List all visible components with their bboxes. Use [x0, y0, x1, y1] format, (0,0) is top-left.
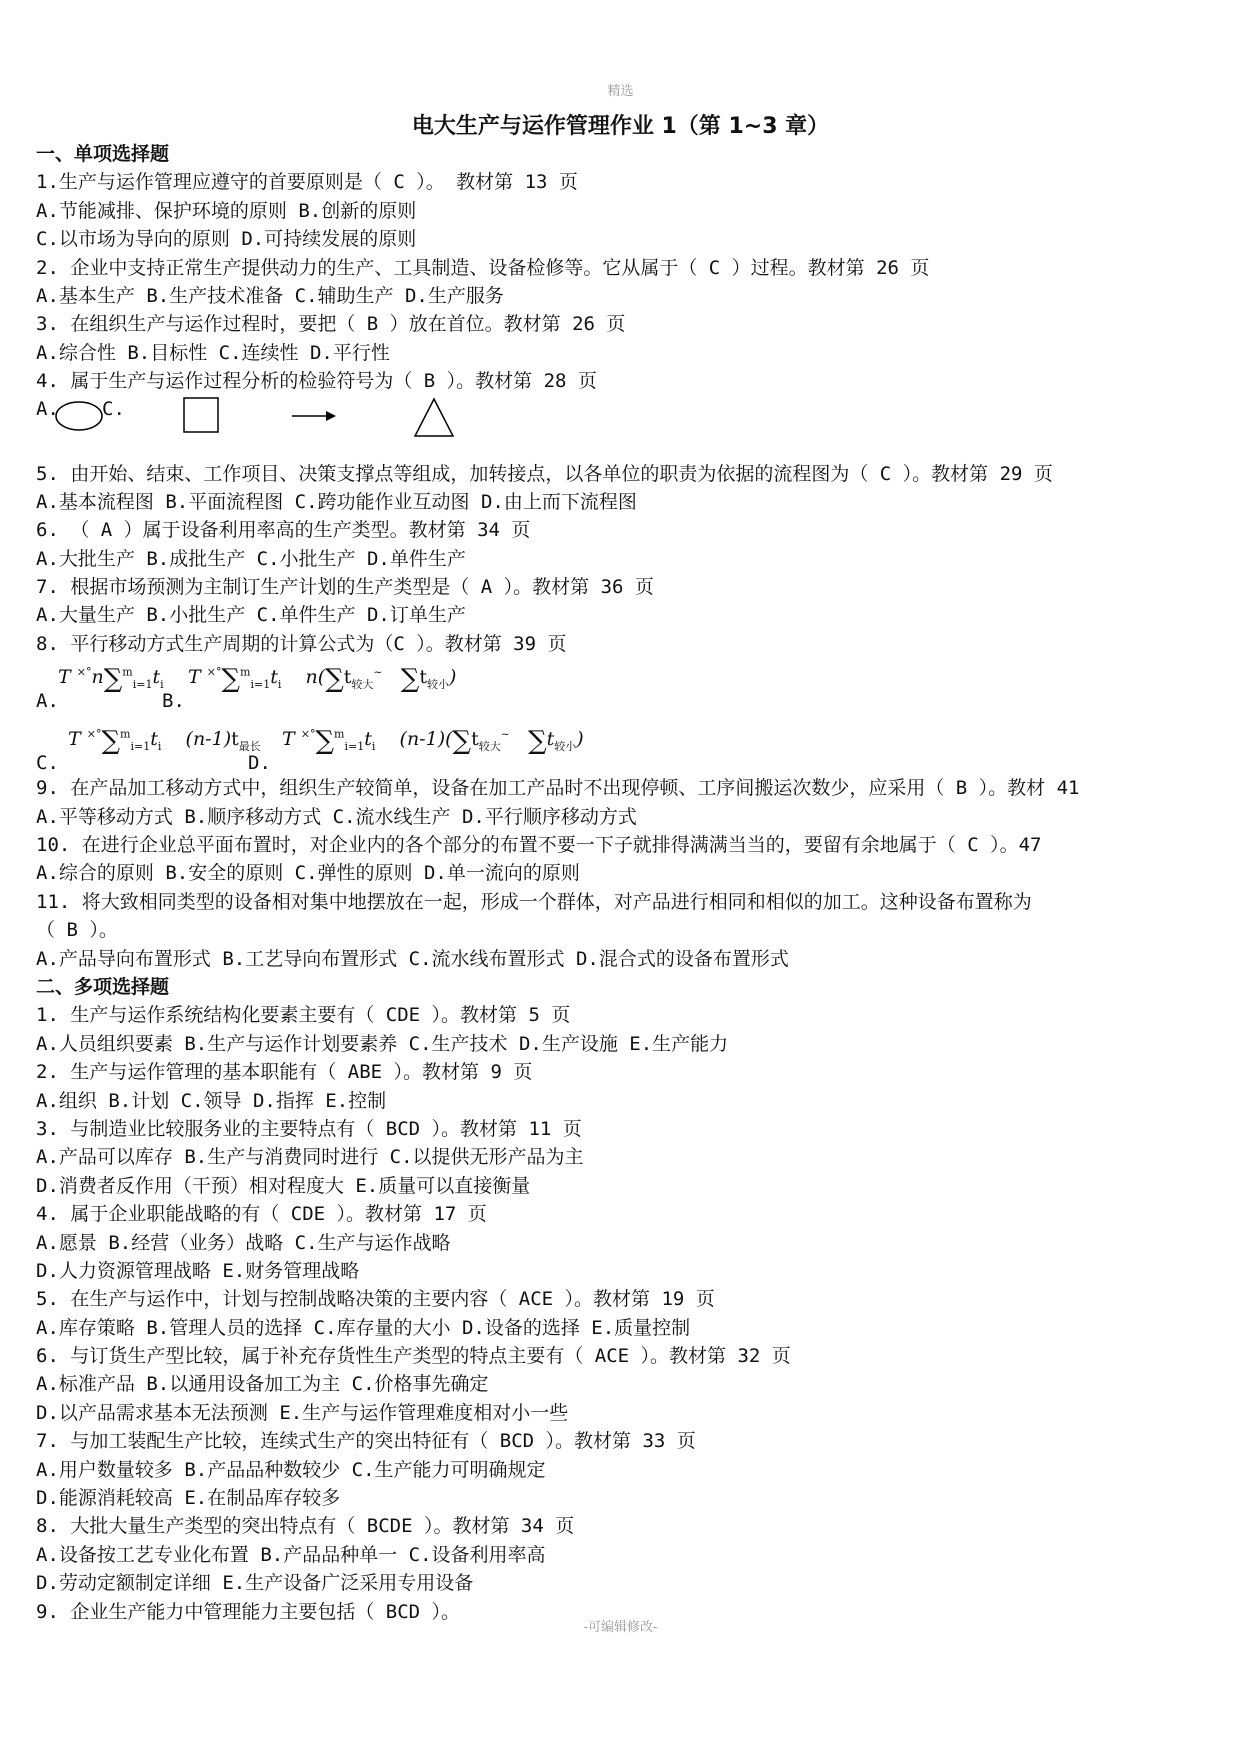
text-line: A.用户数量较多 B.产品品种数较少 C.生产能力可明确规定: [36, 1458, 546, 1481]
page-footer: -可编辑修改-: [583, 1619, 658, 1634]
text-line: 8. 平行移动方式生产周期的计算公式为（C ）。教材第 39 页: [36, 632, 567, 655]
text-line: 2. 企业中支持正常生产提供动力的生产、工具制造、设备检修等。它从属于（ C ）过程。教材第 26 页: [36, 256, 930, 279]
text-line: 9. 企业生产能力中管理能力主要包括（ BCD ）。: [36, 1600, 461, 1623]
text-line: 7. 与加工装配生产比较，连续式生产的突出特征有（ BCD ）。教材第 33 页: [36, 1430, 696, 1453]
text-line: A.产品可以库存 B.生产与消费同时进行 C.以提供无形产品为主: [36, 1146, 584, 1169]
ellipse-symbol-icon: [54, 400, 104, 432]
text-line: （ B ）。: [36, 919, 118, 942]
single-choice-questions-1-4: [36, 168, 1216, 395]
section-heading-multiple-choice: 二、多项选择题: [36, 975, 170, 998]
text-line: 9. 在产品加工移动方式中，组织生产较简单，设备在加工产品时不出现停顿、工序间搬运次数少，应采用（ B ）。教材 41: [36, 777, 1080, 800]
section-heading-single-choice: 一、单项选择题: [36, 143, 170, 165]
text-line: 6. 与订货生产型比较，属于补充存货性生产类型的特点主要有（ ACE ）。教材第 32 页: [36, 1345, 791, 1368]
text-line: A.设备按工艺专业化布置 B.产品品种单一 C.设备利用率高: [36, 1543, 546, 1566]
text-line: A.组织 B.计划 C.领导 D.指挥 E.控制: [36, 1089, 387, 1112]
flowchart-symbols-row: [36, 396, 1216, 444]
page-title: 电大生产与运作管理作业 1（第 1~3 章）: [411, 114, 830, 139]
formula-row-cd: [36, 720, 1216, 774]
text-line: 4. 属于生产与运作过程分析的检验符号为（ B ）。教材第 28 页: [36, 370, 597, 393]
text-line: 5. 在生产与运作中，计划与控制战略决策的主要内容（ ACE ）。教材第 19 页: [36, 1288, 715, 1311]
text-line: A.愿景 B.经营（业务）战略 C.生产与运作战略: [36, 1231, 451, 1254]
text-line: 4. 属于企业职能战略的有（ CDE ）。教材第 17 页: [36, 1203, 487, 1226]
text-line: A.基本生产 B.生产技术准备 C.辅助生产 D.生产服务: [36, 284, 504, 307]
option-label-a: A.: [36, 397, 59, 420]
text-line: 6. （ A ）属于设备利用率高的生产类型。教材第 34 页: [36, 519, 531, 542]
formula-d: T $^{\times^\circ}\sum^m_{i=1}t_i$ $(n-1)(\sum t_{较大}^\sim$ $\sum t_{较小}$): [282, 726, 584, 757]
text-line: A.综合的原则 B.安全的原则 C.弹性的原则 D.单一流向的原则: [36, 862, 580, 885]
text-line: A.综合性 B.目标性 C.连续性 D.平行性: [36, 341, 390, 364]
option-label-a: A.: [36, 690, 59, 713]
text-line: D.劳动定额制定详细 E.生产设备广泛采用专用设备: [36, 1572, 474, 1595]
option-label-c: C.: [102, 397, 125, 420]
triangle-symbol-icon: [412, 396, 456, 440]
text-line: 2. 生产与运作管理的基本职能有（ ABE ）。教材第 9 页: [36, 1061, 533, 1084]
text-line: A.基本流程图 B.平面流程图 C.跨功能作业互动图 D.由上而下流程图: [36, 490, 637, 513]
option-label-c: C.: [36, 752, 59, 775]
text-line: C.以市场为导向的原则 D.可持续发展的原则: [36, 228, 417, 251]
formula-b: T $^{\times^\circ}\sum^m_{i=1}t_i$ $n(\sum t_{较大}^\sim$ $\sum t_{较小}$): [188, 664, 457, 695]
text-line: D.能源消耗较高 E.在制品库存较多: [36, 1487, 341, 1510]
text-line: A.大量生产 B.小批生产 C.单件生产 D.订单生产: [36, 604, 466, 627]
text-line: 3. 与制造业比较服务业的主要特点有（ BCD ）。教材第 11 页: [36, 1117, 582, 1140]
text-line: A.人员组织要素 B.生产与运作计划要素养 C.生产技术 D.生产设施 E.生产能力: [36, 1032, 729, 1055]
text-line: D.人力资源管理战略 E.财务管理战略: [36, 1259, 360, 1282]
text-line: 8. 大批大量生产类型的突出特点有（ BCDE ）。教材第 34 页: [36, 1515, 575, 1538]
option-label-b: B.: [162, 690, 185, 713]
arrow-symbol-icon: [292, 406, 338, 426]
text-line: A.大批生产 B.成批生产 C.小批生产 D.单件生产: [36, 547, 466, 570]
text-line: 7. 根据市场预测为主制订生产计划的生产类型是（ A ）。教材第 36 页: [36, 576, 654, 599]
text-line: A.节能减排、保护环境的原则 B.创新的原则: [36, 199, 417, 222]
document-body: [36, 140, 1216, 1626]
formula-row-ab: [36, 658, 1216, 712]
text-line: A.标准产品 B.以通用设备加工为主 C.价格事先确定: [36, 1373, 489, 1396]
text-line: 3. 在组织生产与运作过程时，要把（ B ）放在首位。教材第 26 页: [36, 313, 626, 336]
single-choice-questions-5-8: [36, 460, 1216, 659]
text-line: D.消费者反作用（干预）相对程度大 E.质量可以直接衡量: [36, 1174, 531, 1197]
single-choice-questions-9-11: [36, 774, 1216, 973]
formula-c: T $^{\times^\circ}\sum^m_{i=1}t_i$ $(n-1)t_{最长}$: [68, 726, 261, 757]
text-line: A.库存策略 B.管理人员的选择 C.库存量的大小 D.设备的选择 E.质量控制: [36, 1316, 691, 1339]
formula-a: T $^{\times^\circ}n\sum^m_{i=1}t_i$: [58, 664, 164, 695]
text-line: 1.生产与运作管理应遵守的首要原则是（ C ）。 教材第 13 页: [36, 171, 578, 194]
text-line: 5. 由开始、结束、工作项目、决策支撑点等组成，加转接点，以各单位的职责为依据的流程图为（ C ）。教材第 29 页: [36, 462, 1053, 485]
text-line: 11. 将大致相同类型的设备相对集中地摆放在一起，形成一个群体，对产品进行相同和相似的加工。这种设备布置称为: [36, 890, 1032, 913]
text-line: A.产品导向布置形式 B.工艺导向布置形式 C.流水线布置形式 D.混合式的设备布置形式: [36, 947, 789, 970]
option-label-d: D.: [248, 752, 271, 775]
text-line: D.以产品需求基本无法预测 E.生产与运作管理难度相对小一些: [36, 1401, 569, 1424]
page-header: 精选: [607, 83, 634, 98]
text-line: A.平等移动方式 B.顺序移动方式 C.流水线生产 D.平行顺序移动方式: [36, 805, 637, 828]
text-line: 1. 生产与运作系统结构化要素主要有（ CDE ）。教材第 5 页: [36, 1004, 571, 1027]
square-symbol-icon: [182, 396, 222, 436]
text-line: 10. 在进行企业总平面布置时，对企业内的各个部分的布置不要一下子就排得满满当当的，要留有余地属于（ C ）。47: [36, 834, 1042, 857]
multiple-choice-questions: [36, 1001, 1216, 1626]
